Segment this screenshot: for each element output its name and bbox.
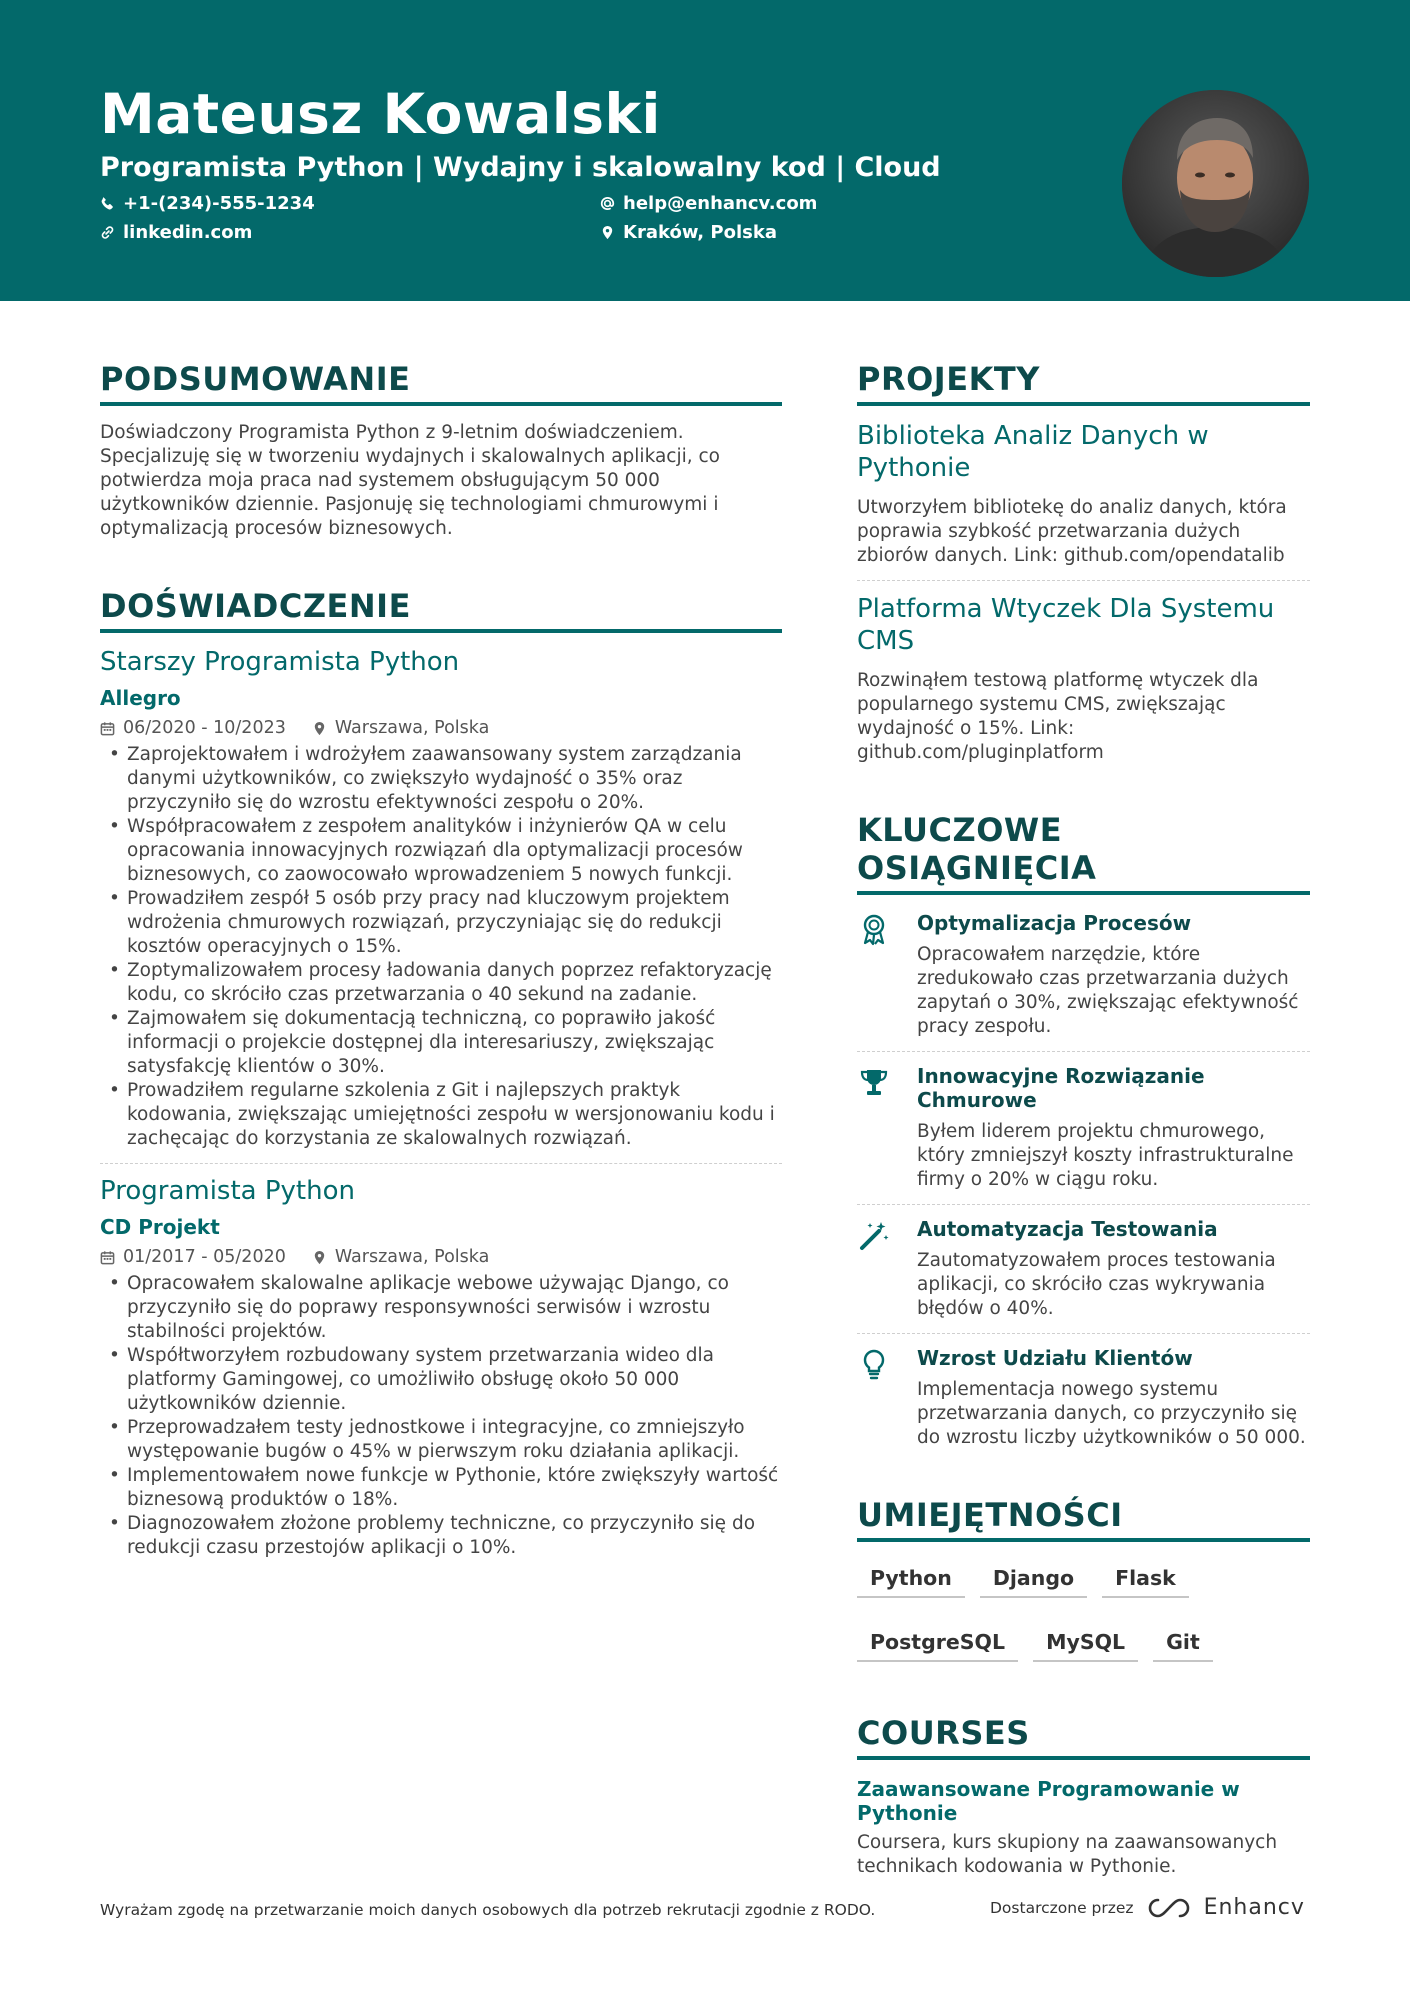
job-bullet: • Współtworzyłem rozbudowany system przetwarzania wideo dla platformy Gamingowej, co umożliwiło obsługę około 50 000 użytkowników dziennie. [100, 1344, 782, 1416]
map-pin-icon [312, 721, 327, 736]
candidate-name: Mateusz Kowalski [100, 82, 661, 146]
powered-by[interactable] [990, 1895, 1305, 1920]
job-dates: 06/2020 - 10/2023 [123, 718, 286, 738]
resume-header [0, 0, 1410, 301]
experience-section [100, 587, 782, 1560]
trophy-icon [857, 1066, 891, 1100]
job-bullet: • Diagnozowałem złożone problemy techniczne, co przyczyniło się do redukcji czasu przestojów aplikacji o 10%. [100, 1512, 782, 1560]
projects-heading: PROJEKTY [857, 360, 1310, 406]
contact-phone[interactable] [100, 193, 315, 214]
job-entry [100, 647, 782, 1151]
achievement-title: Automatyzacja Testowania [917, 1217, 1218, 1241]
job-title: Starszy Programista Python [100, 647, 460, 677]
contact-location [600, 222, 777, 243]
achievement-description: Implementacja nowego systemu przetwarzania danych, co przyczyniło się do wzrostu liczby użytkowników o 50 000. [917, 1379, 1306, 1448]
job-bullet: • Współpracowałem z zespołem analityków i inżynierów QA w celu opracowania innowacyjnych rozwiązań dla optymalizacji procesów biznesowych, co zaowocowało wprowadzeniem 5 nowych funkcji. [100, 815, 782, 887]
skills-list [857, 1556, 1310, 1684]
achievement-description: Byłem liderem projektu chmurowego, który zmniejszył koszty infrastrukturalne firmy o 20% w ciągu roku. [917, 1121, 1294, 1190]
skill-tag: Flask [1102, 1556, 1189, 1598]
experience-heading: DOŚWIADCZENIE [100, 587, 782, 633]
achievement-item [857, 1346, 1310, 1450]
achievement-item [857, 911, 1310, 1039]
company-name: CD Projekt [100, 1215, 220, 1239]
company-name: Allegro [100, 686, 181, 710]
job-entry [100, 1176, 782, 1560]
job-bullet: • Zaprojektowałem i wdrożyłem zaawansowany system zarządzania danymi użytkowników, co zwiększyło wydajność o 35% oraz przyczyniło się do wzrostu efektywności zespołu o 20%. [100, 743, 782, 815]
achievements-heading: KLUCZOWE OSIĄGNIĘCIA [857, 811, 1310, 895]
divider [857, 1333, 1310, 1334]
powered-by-label: Dostarczone przez [990, 1898, 1134, 1917]
job-bullet: • Opracowałem skalowalne aplikacje webowe używając Django, co przyczyniło się do poprawy responsywności serwisów i wzrostu stabilności projektów. [100, 1272, 782, 1344]
skills-section [857, 1496, 1310, 1684]
candidate-headline: Programista Python | Wydajny i skalowalny kod | Cloud [100, 152, 941, 183]
award-ribbon-icon [857, 913, 891, 947]
skill-tag: Django [980, 1556, 1087, 1598]
phone-text: +1-(234)-555-1234 [123, 193, 315, 214]
brand-name: Enhancv [1203, 1895, 1305, 1920]
calendar-icon [100, 1250, 115, 1265]
job-bullet: • Przeprowadzałem testy jednostkowe i integracyjne, co zmniejszyło występowanie bugów o 45% w pierwszym roku działania aplikacji. [100, 1416, 782, 1464]
courses-section [857, 1714, 1310, 1879]
achievement-item [857, 1217, 1310, 1321]
divider [857, 580, 1310, 581]
achievement-title: Optymalizacja Procesów [917, 911, 1192, 935]
job-bullets [100, 1272, 782, 1560]
left-column [100, 360, 782, 1606]
lightbulb-icon [857, 1348, 891, 1382]
job-bullet: • Implementowałem nowe funkcje w Pythonie, które zwiększyły wartość biznesową produktów o 18%. [100, 1464, 782, 1512]
job-dates: 01/2017 - 05/2020 [123, 1247, 286, 1267]
enhancv-logo-icon [1146, 1896, 1192, 1920]
map-pin-icon [600, 225, 615, 240]
job-title: Programista Python [100, 1176, 355, 1206]
contact-email[interactable] [600, 193, 817, 214]
summary-heading: PODSUMOWANIE [100, 360, 782, 406]
achievement-item [857, 1064, 1310, 1192]
divider [100, 1163, 782, 1164]
job-location: Warszawa, Polska [334, 718, 490, 738]
location-text: Kraków, Polska [623, 222, 777, 243]
right-column [857, 360, 1310, 1925]
job-bullet: • Zoptymalizowałem procesy ładowania danych poprzez refaktoryzację kodu, co skróciło czas przetwarzania o 40 sekund na zadanie. [100, 959, 782, 1007]
calendar-icon [100, 721, 115, 736]
at-sign-icon [600, 196, 615, 211]
skill-tag: MySQL [1033, 1620, 1138, 1662]
job-bullet: • Zajmowałem się dokumentacją techniczną, co poprawiło jakość informacji o projekcie dostępnej dla interesariuszy, zwiększając satysfakcję klientów o 30%. [100, 1007, 782, 1079]
achievement-title: Innowacyjne Rozwiązanie Chmurowe [917, 1064, 1205, 1112]
achievement-title: Wzrost Udziału Klientów [917, 1346, 1193, 1370]
contact-linkedin[interactable] [100, 222, 252, 243]
project-title: Biblioteka Analiz Danych w Pythonie [857, 421, 1209, 483]
magic-wand-icon [857, 1219, 891, 1253]
divider [857, 1051, 1310, 1052]
profile-photo [1122, 90, 1309, 277]
achievements-section [857, 811, 1310, 1450]
summary-section [100, 360, 782, 541]
projects-section [857, 360, 1310, 765]
job-meta [100, 1247, 782, 1267]
job-bullet: • Prowadziłem zespół 5 osób przy pracy nad kluczowym projektem wdrożenia chmurowych rozwiązań, przyczyniając się do redukcji kosztów operacyjnych o 15%. [100, 887, 782, 959]
phone-icon [100, 196, 115, 211]
job-location: Warszawa, Polska [334, 1247, 490, 1267]
gdpr-consent: Wyrażam zgodę na przetwarzanie moich danych osobowych dla potrzeb rekrutacji zgodnie z RODO. [100, 1901, 876, 1919]
project-title: Platforma Wtyczek Dla Systemu CMS [857, 594, 1275, 656]
summary-text: Doświadczony Programista Python z 9-letnim doświadczeniem. Specjalizuję się w tworzeniu wydajnych i skalowalnych aplikacji, co potwierdza moja praca nad systemem obsługującym 50 000 użytkowników dziennie. Pasjonuję się technologiami chmurowymi i optymalizacją procesów biznesowych. [100, 422, 720, 539]
divider [857, 1204, 1310, 1205]
achievement-description: Opracowałem narzędzie, które zredukowało czas przetwarzania dużych zapytań o 30%, zwiększając efektywność pracy zespołu. [917, 944, 1299, 1037]
email-text: help@enhancv.com [623, 193, 818, 214]
skill-tag: Git [1153, 1620, 1213, 1662]
linkedin-text: linkedin.com [123, 222, 253, 243]
courses-heading: COURSES [857, 1714, 1310, 1760]
job-bullet: • Prowadziłem regularne szkolenia z Git i najlepszych praktyk kodowania, zwiększając umiejętności zespołu w wersjonowaniu kodu i zachęcając do korzystania ze skalowalnych rozwiązań. [100, 1079, 782, 1151]
job-bullets [100, 743, 782, 1151]
skill-tag: PostgreSQL [857, 1620, 1018, 1662]
skill-tag: Python [857, 1556, 965, 1598]
map-pin-icon [312, 1250, 327, 1265]
achievement-description: Zautomatyzowałem proces testowania aplikacji, co skróciło czas wykrywania błędów o 40%. [917, 1250, 1276, 1319]
course-description: Coursera, kurs skupiony na zaawansowanych technikach kodowania w Pythonie. [857, 1832, 1278, 1877]
project-description: Rozwinąłem testową platformę wtyczek dla popularnego systemu CMS, zwiększając wydajność o 15%. Link: github.com/pluginplatform [857, 670, 1259, 763]
project-description: Utworzyłem bibliotekę do analiz danych, która poprawia szybkość przetwarzania dużych zbiorów danych. Link: github.com/opendatalib [857, 497, 1287, 566]
course-title: Zaawansowane Programowanie w Pythonie [857, 1777, 1240, 1825]
job-meta [100, 718, 782, 738]
skills-heading: UMIEJĘTNOŚCI [857, 1496, 1310, 1542]
link-icon [100, 225, 115, 240]
